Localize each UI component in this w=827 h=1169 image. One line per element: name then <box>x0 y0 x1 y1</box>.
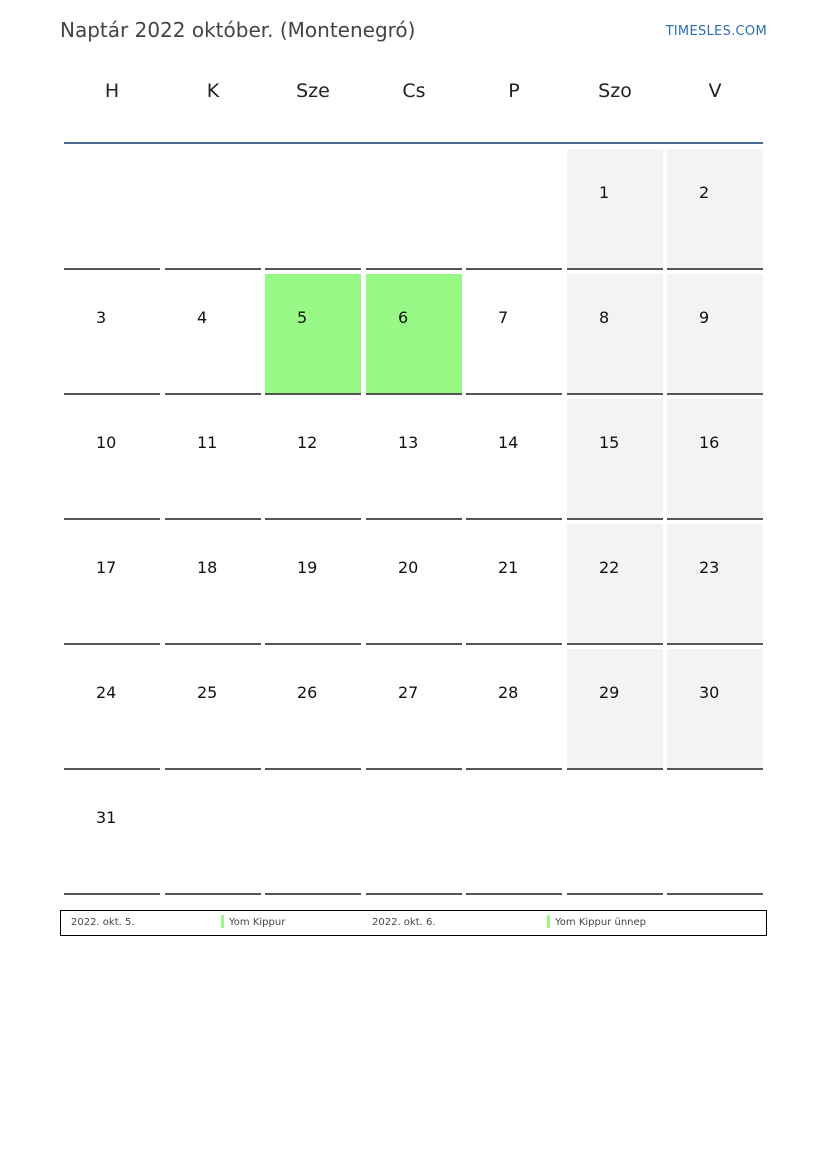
day-number: 12 <box>297 433 318 452</box>
day-number: 23 <box>699 558 720 577</box>
day-cell[interactable] <box>366 274 462 395</box>
legend-holiday-1: Yom Kippur <box>229 917 286 928</box>
day-cell[interactable] <box>64 274 160 395</box>
day-number: 9 <box>699 308 710 327</box>
cell-bottom-rule <box>567 268 663 270</box>
brand-link[interactable]: TIMESLES.COM <box>665 24 767 39</box>
day-cell[interactable] <box>567 274 663 395</box>
cell-bottom-rule <box>64 268 160 270</box>
day-cell[interactable] <box>165 649 261 770</box>
cell-bottom-rule <box>567 393 663 395</box>
cell-bottom-rule <box>265 518 361 520</box>
cell-bottom-rule <box>466 393 562 395</box>
day-cell[interactable] <box>64 524 160 645</box>
day-number: 5 <box>297 308 308 327</box>
header-divider <box>64 142 763 144</box>
weekday-header: K <box>206 80 220 102</box>
weekday-header: Sze <box>296 80 330 102</box>
day-number: 27 <box>398 683 419 702</box>
weekday-header-row <box>64 80 763 126</box>
cell-bottom-rule <box>265 268 361 270</box>
empty-cell <box>567 774 663 895</box>
cell-bottom-rule <box>265 893 361 895</box>
cell-bottom-rule <box>366 518 462 520</box>
day-number: 3 <box>96 308 107 327</box>
cell-bottom-rule <box>667 893 763 895</box>
day-number: 15 <box>599 433 620 452</box>
day-cell[interactable] <box>667 524 763 645</box>
cell-bottom-rule <box>165 893 261 895</box>
day-cell[interactable] <box>265 274 361 395</box>
cell-bottom-rule <box>64 893 160 895</box>
calendar-grid <box>64 149 763 895</box>
empty-cell <box>165 774 261 895</box>
legend-color-marker-1 <box>221 915 224 928</box>
empty-cell <box>466 149 562 270</box>
day-cell[interactable] <box>265 524 361 645</box>
legend-date-2: 2022. okt. 6. <box>372 917 436 928</box>
day-number: 11 <box>197 433 218 452</box>
empty-cell <box>667 774 763 895</box>
day-number: 16 <box>699 433 720 452</box>
day-cell[interactable] <box>567 649 663 770</box>
weekday-header: Szo <box>598 80 632 102</box>
day-number: 6 <box>398 308 409 327</box>
cell-bottom-rule <box>466 643 562 645</box>
day-number: 7 <box>498 308 509 327</box>
day-number: 21 <box>498 558 519 577</box>
cell-bottom-rule <box>165 518 261 520</box>
cell-bottom-rule <box>165 643 261 645</box>
day-cell[interactable] <box>466 274 562 395</box>
cell-bottom-rule <box>667 518 763 520</box>
cell-bottom-rule <box>265 768 361 770</box>
day-cell[interactable] <box>64 649 160 770</box>
cell-bottom-rule <box>64 768 160 770</box>
day-cell[interactable] <box>64 399 160 520</box>
day-number: 22 <box>599 558 620 577</box>
day-number: 10 <box>96 433 117 452</box>
day-cell[interactable] <box>667 274 763 395</box>
cell-bottom-rule <box>165 268 261 270</box>
cell-bottom-rule <box>64 518 160 520</box>
cell-bottom-rule <box>265 643 361 645</box>
day-cell[interactable] <box>265 649 361 770</box>
cell-bottom-rule <box>165 393 261 395</box>
cell-bottom-rule <box>64 643 160 645</box>
day-cell[interactable] <box>366 399 462 520</box>
day-number: 1 <box>599 183 610 202</box>
day-cell[interactable] <box>64 774 160 895</box>
day-cell[interactable] <box>165 274 261 395</box>
empty-cell <box>366 149 462 270</box>
day-cell[interactable] <box>165 524 261 645</box>
page-title: Naptár 2022 október. (Montenegró) <box>60 18 416 42</box>
day-number: 4 <box>197 308 208 327</box>
empty-cell <box>265 149 361 270</box>
day-cell[interactable] <box>667 399 763 520</box>
day-number: 14 <box>498 433 519 452</box>
day-number: 31 <box>96 808 117 827</box>
cell-bottom-rule <box>567 643 663 645</box>
cell-bottom-rule <box>567 518 663 520</box>
day-number: 20 <box>398 558 419 577</box>
empty-cell <box>265 774 361 895</box>
day-cell[interactable] <box>567 399 663 520</box>
cell-bottom-rule <box>667 393 763 395</box>
empty-cell <box>64 149 160 270</box>
cell-bottom-rule <box>64 393 160 395</box>
day-number: 28 <box>498 683 519 702</box>
cell-bottom-rule <box>667 268 763 270</box>
cell-bottom-rule <box>366 768 462 770</box>
empty-cell <box>165 149 261 270</box>
cell-bottom-rule <box>567 768 663 770</box>
day-cell[interactable] <box>265 399 361 520</box>
holiday-legend <box>60 910 767 936</box>
weekday-header: V <box>708 80 722 102</box>
day-cell[interactable] <box>567 524 663 645</box>
day-number: 13 <box>398 433 419 452</box>
day-cell[interactable] <box>165 399 261 520</box>
cell-bottom-rule <box>265 393 361 395</box>
day-cell[interactable] <box>667 149 763 270</box>
weekday-header: H <box>104 80 120 102</box>
legend-date-1: 2022. okt. 5. <box>71 917 135 928</box>
day-cell[interactable] <box>366 524 462 645</box>
weekday-header: P <box>508 80 520 102</box>
cell-bottom-rule <box>466 768 562 770</box>
cell-bottom-rule <box>366 268 462 270</box>
cell-bottom-rule <box>667 768 763 770</box>
day-number: 8 <box>599 308 610 327</box>
day-number: 18 <box>197 558 218 577</box>
day-cell[interactable] <box>667 649 763 770</box>
cell-bottom-rule <box>667 643 763 645</box>
empty-cell <box>366 774 462 895</box>
day-cell[interactable] <box>466 649 562 770</box>
day-cell[interactable] <box>567 149 663 270</box>
day-number: 29 <box>599 683 620 702</box>
legend-color-marker-2 <box>547 915 550 928</box>
day-number: 26 <box>297 683 318 702</box>
day-cell[interactable] <box>466 399 562 520</box>
cell-bottom-rule <box>466 518 562 520</box>
day-cell[interactable] <box>366 649 462 770</box>
day-number: 24 <box>96 683 117 702</box>
legend-holiday-2: Yom Kippur ünnep <box>555 917 646 928</box>
cell-bottom-rule <box>567 893 663 895</box>
day-cell[interactable] <box>466 524 562 645</box>
cell-bottom-rule <box>466 268 562 270</box>
cell-bottom-rule <box>165 768 261 770</box>
weekday-header: Cs <box>402 80 426 102</box>
day-number: 30 <box>699 683 720 702</box>
day-number: 2 <box>699 183 710 202</box>
empty-cell <box>466 774 562 895</box>
day-number: 17 <box>96 558 117 577</box>
day-number: 25 <box>197 683 218 702</box>
day-number: 19 <box>297 558 318 577</box>
cell-bottom-rule <box>466 893 562 895</box>
cell-bottom-rule <box>366 393 462 395</box>
cell-bottom-rule <box>366 893 462 895</box>
cell-bottom-rule <box>366 643 462 645</box>
